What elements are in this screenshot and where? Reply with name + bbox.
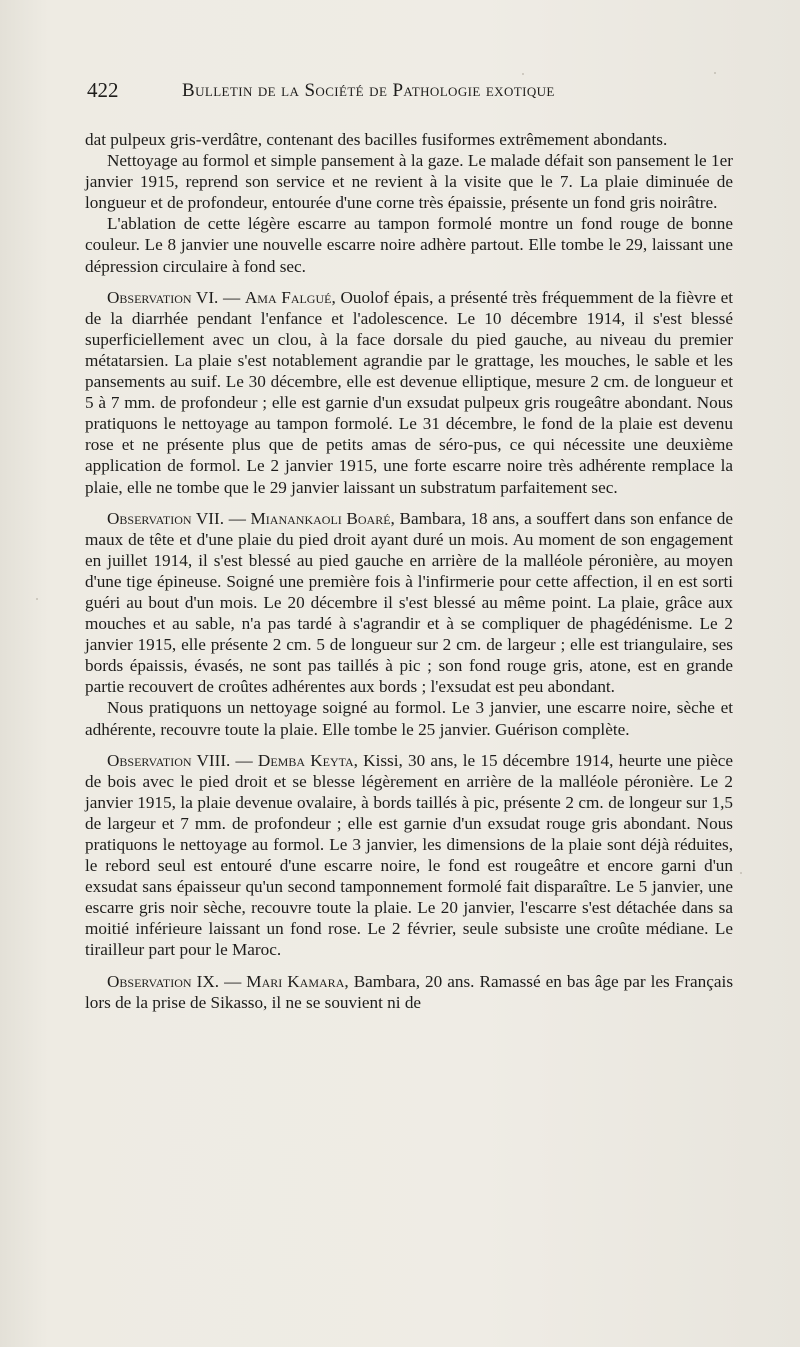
paragraph bbox=[85, 150, 733, 213]
page-header bbox=[87, 78, 747, 108]
observation-vi: Observation VI. — Ama Falgué, Ouolof épais, a présenté très fréquemment de la fièvre et de la diarrhée pendant l'enfance et l'adolescence. Le 10 décembre 1914, il s'est blessé superficiellement avec un clou, à la face dorsale du pied gauche, au niveau du premier métatarsien. La plaie s'est notablement agrandie par le grattage, les mouches, le sable et les pansements au suif. Le 30 décembre, elle est devenue elliptique, mesure 2 cm. de longueur et 5 à 7 mm. de profondeur ; elle est garnie d'un exsudat pulpeux gris rougeâtre abondant. Nous pratiquons le nettoyage au tampon formolé. Le 31 décembre, le fond de la plaie est devenu rose et ne présente plus que de petits amas de séro-pus, ce qui nécessite une deuxième application de formol. Le 2 janvier 1915, une forte escarre noire très adhérente remplace la plaie, elle ne tombe que le 29 janvier laissant un substratum parfaitement sec. bbox=[85, 287, 734, 497]
paragraph-text: Nous pratiquons un nettoyage soigné au formol. Le 3 janvier, une escarre noire, sèche et adhérente, recouvre toute la plaie. Elle tombe le 25 janvier. Guérison complète. bbox=[85, 698, 733, 739]
patient-name: Demba Keyta, bbox=[257, 750, 358, 770]
paragraph-text: Bambara, 20 ans. Ramassé en bas âge par les Français lors de la prise de Sikasso, il ne se souvient ni de bbox=[85, 971, 734, 1012]
paragraph bbox=[85, 213, 733, 276]
running-head: Bulletin de la Société de Pathologie exotique bbox=[182, 80, 555, 101]
body-text bbox=[85, 129, 733, 1013]
page-number: 422 bbox=[87, 78, 119, 102]
observation-vii: Observation VII. — Mianankaoli Boaré, Bambara, 18 ans, a souffert dans son enfance de maux de tête et d'une plaie du pied droit ayant duré un mois. Au moment de son engagement en juillet 1914, il s'est blessé au pied gauche en arrière de la malléole péronière, au moyen d'une tige épineuse. Soigné une première fois à l'infirmerie pour cette affection, il en est sorti guéri au bout d'un mois. Le 20 décembre il s'est blessé au même point. La plaie, grâce aux mouches et au sable, n'a pas tardé à s'agrandir et à se compliquer de phagédénisme. Le 2 janvier 1915, elle présente 2 cm. 5 de longueur sur 2 cm. de largeur ; elle est triangulaire, ses bords épaissis, évasés, ne sont pas taillés à pic ; son fond rouge gris, atone, est en grande partie recouvert de croûtes adhérentes aux bords ; l'exsudat est peu abondant. bbox=[85, 508, 734, 697]
paragraph-text: dat pulpeux gris-verdâtre, contenant des bacilles fusiformes extrêmement abondants. bbox=[85, 130, 668, 149]
paragraph-text: L'ablation de cette légère escarre au tampon formolé montre un fond rouge de bonne couleur. Le 8 janvier une nouvelle escarre noire adhère partout. Elle tombe le 29, laissant une dépression circulaire à fond sec. bbox=[85, 214, 733, 276]
observation-label: Observation VIII. bbox=[107, 750, 231, 770]
observation-label: Observation VI. bbox=[107, 287, 219, 307]
paper-speck bbox=[740, 872, 742, 874]
paragraph-text: Bambara, 18 ans, a souffert dans son enfance de maux de tête et d'une plaie du pied droit ayant duré un mois. Au moment de son engagement en juillet 1914, il s'est blessé au pied gauche en arrière de la malléole péronière, au moyen d'une tige épineuse. Soigné une première fois à l'infirmerie pour cette affection, il en est sorti guéri au bout d'un mois. Le 20 décembre il s'est blessé au même point. La plaie, grâce aux mouches et au sable, n'a pas tardé à s'agrandir et à se compliquer de phagédénisme. Le 2 janvier 1915, elle présente 2 cm. 5 de longueur sur 2 cm. de largeur ; elle est triangulaire, ses bords épaissis, évasés, ne sont pas taillés à pic ; son fond rouge gris, atone, est en grande partie recouvert de croûtes adhérentes aux bords ; l'exsudat est peu abondant. bbox=[85, 508, 734, 697]
observation-label: Observation VII. bbox=[107, 508, 225, 528]
paragraph-text: Nettoyage au formol et simple pansement à la gaze. Le malade défait son pansement le 1er janvier 1915, reprend son service et ne revient à la visite que le 7. La plaie diminuée de longueur et de profondeur, entourée d'une corne très épaissie, présente un fond gris noirâtre. bbox=[85, 151, 733, 213]
observation-viii: Observation VIII. — Demba Keyta, Kissi, 30 ans, le 15 décembre 1914, heurte une pièce de bois avec le pied droit et se blesse légèrement en arrière de la malléole péronière. Le 2 janvier 1915, la plaie devenue ovalaire, à bords taillés à pic, présente 2 cm. de longeur sur 1,5 de largeur et 7 mm. de profondeur ; elle est garnie d'un exsudat rouge gris abondant. Nous pratiquons le nettoyage au formol. Le 3 janvier, les dimensions de la plaie sont déjà réduites, le rebord seul est entouré d'une escarre noire, le fond est rougeâtre et encore garni d'un exsudat sans épaisseur qu'un second tamponnement formolé fait disparaître. Le 5 janvier, une escarre gris noir sèche, recouvre toute la plaie. Le 20 janvier, l'escarre s'est détachée dans sa moitié inférieure laissant un fond rose. Le 2 février, seule subsiste une croûte médiane. Le tirailleur part pour le Maroc. bbox=[85, 750, 734, 960]
paper-speck bbox=[522, 73, 524, 75]
observation-label: Observation IX. bbox=[107, 971, 220, 991]
patient-name: Mari Kamara, bbox=[246, 971, 349, 991]
observation-ix: Observation IX. — Mari Kamara, Bambara, 20 ans. Ramassé en bas âge par les Français lors de la prise de Sikasso, il ne se souvient ni de bbox=[85, 971, 734, 1012]
paragraph-text: Kissi, 30 ans, le 15 décembre 1914, heurte une pièce de bois avec le pied droit et se blesse légèrement en arrière de la malléole péronière. Le 2 janvier 1915, la plaie devenue ovalaire, à bords taillés à pic, présente 2 cm. de longeur sur 1,5 de largeur et 7 mm. de profondeur ; elle est garnie d'un exsudat rouge gris abondant. Nous pratiquons le nettoyage au formol. Le 3 janvier, les dimensions de la plaie sont déjà réduites, le rebord seul est entouré d'une escarre noire, le fond est rougeâtre et encore garni d'un exsudat sans épaisseur qu'un second tamponnement formolé fait disparaître. Le 5 janvier, une escarre gris noir sèche, recouvre toute la plaie. Le 20 janvier, l'escarre s'est détachée dans sa moitié inférieure laissant un fond rose. Le 2 février, seule subsiste une croûte médiane. Le tirailleur part pour le Maroc. bbox=[85, 750, 734, 960]
paper-speck bbox=[36, 598, 38, 600]
patient-name: Mianankaoli Boaré, bbox=[250, 508, 395, 528]
patient-name: Ama Falgué, bbox=[244, 287, 336, 307]
paragraph-text: Ouolof épais, a présenté très fréquemment de la fièvre et de la diarrhée pendant l'enfance et l'adolescence. Le 10 décembre 1914, il s'est blessé superficiellement avec un clou, à la face dorsale du pied gauche, au niveau du premier métatarsien. La plaie s'est notablement agrandie par le grattage, les mouches, le sable et les pansements au suif. Le 30 décembre, elle est devenue elliptique, mesure 2 cm. de longueur et 5 à 7 mm. de profondeur ; elle est garnie d'un exsudat pulpeux gris rougeâtre abondant. Nous pratiquons le nettoyage au tampon formolé. Le 31 décembre, le fond de la plaie est devenu rose et ne présente plus que de petits amas de séro-pus, ce qui nécessite une deuxième application de formol. Le 2 janvier 1915, une forte escarre noire très adhérente remplace la plaie, elle ne tombe que le 29 janvier laissant un substratum parfaitement sec. bbox=[85, 287, 734, 497]
paper-speck bbox=[714, 72, 716, 74]
paragraph-continuation bbox=[85, 129, 733, 150]
paragraph bbox=[85, 697, 733, 739]
